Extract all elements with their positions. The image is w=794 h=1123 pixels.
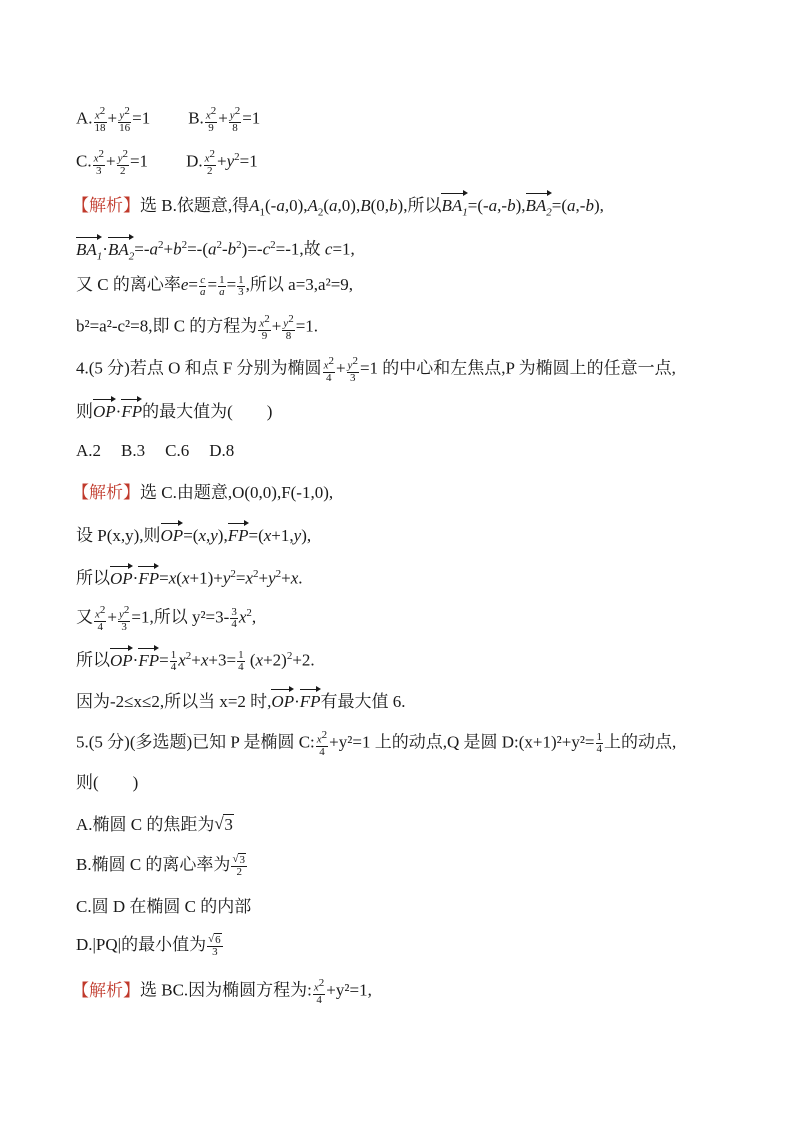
q4-analysis-line4: 又 $\frac{x^2}{4}$ + $\frac{y^2}{3}$ =1,所以 y²=3- $\frac{3}{4}$ $x^2$, <box>76 603 257 633</box>
analysis-tag: 【解析】 <box>72 980 140 1000</box>
q5-stem-line1: 5.(5 分)(多选题)已知 P 是椭圆 C: $\frac{x^2}{4}$ +y²=1 上的动点,Q 是圆 D:(x+1)²+y²= $\frac{1}{4}$ 上的动点, <box>76 729 677 758</box>
q5-option-a: A.椭圆 C 的焦距为√ 3 <box>76 814 234 836</box>
q3-analysis-line1: 【解析】选 B.依题意,得$A_1(-a,0),A_2(a,0),B(0,b)$,所以$BA_1=(-a,-b),BA_2=(a,-b)$, <box>76 192 604 223</box>
q5-stem-line2: 则( ) <box>76 773 139 792</box>
q4-analysis-line6: 因为-2≤x≤2,所以当 x=2 时,OP·FP有最大值 6. <box>76 688 406 713</box>
analysis-tag: 【解析】 <box>72 196 140 215</box>
q4-stem-line1: 4.(5 分)若点 O 和点 F 分别为椭圆 $\frac{x^2}{4}$ + $\frac{y^2}{3}$ =1 的中心和左焦点,P 为椭圆上的任意一点, <box>76 355 676 384</box>
q5-option-d: D.|PQ|的最小值为 √ $\frac{6}{3}$ <box>76 934 224 958</box>
q5-analysis-line1: 【解析】选 BC.因为椭圆方程为: $\frac{x^2}{4}$ +y²=1, <box>72 977 372 1006</box>
q3-analysis-line3: 又 C 的离心率e= $\frac{c}{a}$ = $\frac{1}{a}$ = $\frac{1}{3}$ ,所以 a=3,a²=9, <box>76 273 354 298</box>
q3-options-row1: A. $\frac{x^2}{18}$ + $\frac{y^2}{16}$ =1 B. $\frac{x^2}{9}$ + $\frac{y^2}{8}$ =1 <box>76 105 261 134</box>
q3-options-row2: C. $\frac{x^2}{3}$ + $\frac{y^2}{2}$ =1 D. $\frac{x^2}{2}$ $+y^2=1$ <box>76 147 258 177</box>
q4-analysis-line1: 【解析】选 C.由题意,O(0,0),F(-1,0), <box>72 483 334 502</box>
q4-stem-line2: 则OP·FP的最大值为( ) <box>76 398 272 423</box>
q5-option-b: B.椭圆 C 的离心率为 √ $\frac{3}{2}$ <box>76 854 248 878</box>
q4-options: A.2 B.3 C.6 D.8 <box>76 441 235 460</box>
q4-analysis-line5: 所以OP·FP= $\frac{1}{4}$ $x^2+x+3=$ $\frac{1}{4}$ $(x+2)^2+2$. <box>76 645 315 673</box>
q4-analysis-line2: 设 P(x,y),则OP=(x,y),FP=(x+1,y), <box>76 522 311 547</box>
q3-analysis-line2: $BA_1\cdot BA_2=-a^2+b^2=-(a^2-b^2)=-c^2=-1$,故 c=1, <box>76 234 355 267</box>
q5-option-c: C.圆 D 在椭圆 C 的内部 <box>76 897 252 916</box>
analysis-tag: 【解析】 <box>72 483 140 502</box>
q4-analysis-line3: 所以$OP\cdot FP=x(x+1)+y^2=x^2+y^2+x$. <box>76 563 303 590</box>
q3-analysis-line4: b²=a²-c²=8,即 C 的方程为 $\frac{x^2}{9}$ + $\frac{y^2}{8}$ =1. <box>76 313 319 342</box>
